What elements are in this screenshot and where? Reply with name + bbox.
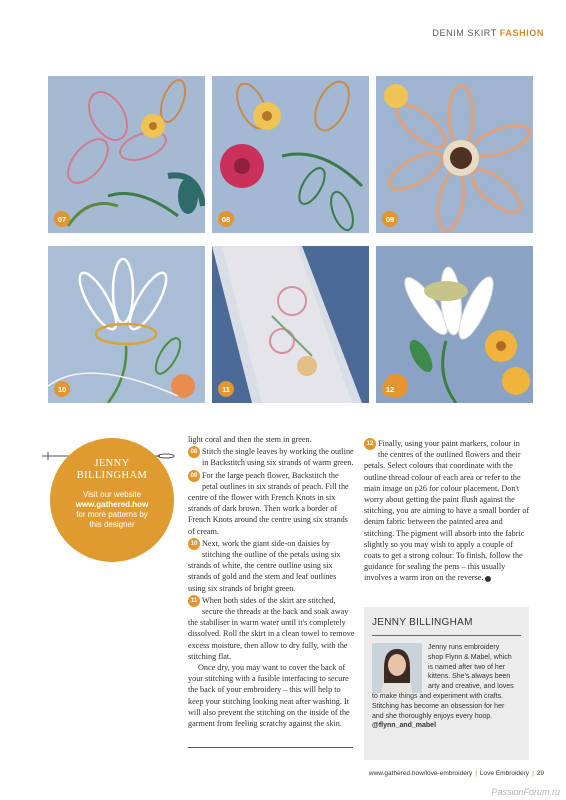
designer-promo-circle — [50, 438, 174, 562]
step-09-text: 09 For the large peach flower, Backstitch the petal outlines in six strands of peach. Fill the centre of the flower with French Knots in six strands of dark brown. Then work a border of French Knots around the centre using six strands of cream. — [188, 470, 349, 536]
running-header — [432, 28, 544, 38]
step-08-text: 08 Stitch the single leaves by working the outline in Backstitch using six strands of warm green. — [188, 446, 356, 468]
photo-number-badge: 10 — [54, 381, 70, 397]
bio-divider — [372, 635, 521, 636]
step-photo-10 — [48, 246, 205, 403]
step-photo-08 — [212, 76, 369, 233]
bio-text-top: Jenny runs embroidery shop Flynn & Mabel, which is named after two of her kittens. She's always been arty and creative, and loves — [428, 644, 514, 691]
designer-portrait — [372, 643, 422, 693]
photo-number-badge: 12 — [382, 381, 398, 397]
embroidery-photo-09 — [376, 76, 533, 233]
designer-bio-box — [364, 607, 529, 760]
step-11-text: 11 When both sides of the skirt are stitched, secure the threads at the back and soak away the stabiliser in warm water until it's completely dissolved. Roll the skirt in a clean towel to remove excess moisture, then allow to dry fully, with the stitching flat. — [188, 595, 355, 661]
end-of-article-icon — [485, 576, 491, 582]
embroidery-photo-10 — [48, 246, 205, 403]
photo-number-badge: 08 — [218, 211, 234, 227]
page-number: 29 — [536, 770, 544, 777]
page-footer: www.gathered.how/love-embroidery | Love Embroidery | 29 — [368, 770, 544, 777]
step-photo-12 — [376, 246, 533, 403]
step-photo-07 — [48, 76, 205, 233]
step-number-badge: 11 — [188, 595, 200, 607]
footer-magazine: Love Embroidery — [479, 770, 530, 777]
promo-designer-name: JENNY BILLINGHAM — [76, 458, 148, 481]
promo-line-3: for more patterns by — [76, 510, 148, 519]
promo-line-1: Visit our website — [82, 490, 142, 499]
embroidery-photo-11 — [212, 246, 369, 403]
promo-line-4: this designer — [89, 520, 135, 529]
embroidery-photo-07 — [48, 76, 205, 233]
step-10-text: 10 Next, work the giant side-on daisies by stitching the outline of the petals using six strands of white, the centre outline using six strands of gold and the stem and leaf outlines using six strands of bright green. — [188, 538, 341, 593]
step-photo-11 — [212, 246, 369, 403]
watermark: PassionForum.ru — [491, 787, 560, 797]
header-category: FASHION — [499, 28, 544, 38]
instructions-column-1 — [188, 434, 356, 729]
photo-number-badge: 07 — [54, 211, 70, 227]
step-number-badge: 08 — [188, 446, 200, 458]
step-number-badge: 12 — [364, 438, 376, 450]
step-photo-09 — [376, 76, 533, 233]
column-end-rule — [188, 747, 353, 748]
bio-title: JENNY BILLINGHAM — [372, 617, 473, 628]
photo-number-badge: 09 — [382, 211, 398, 227]
embroidery-photo-12 — [376, 246, 533, 403]
photo-number-badge: 11 — [218, 381, 234, 397]
step-12-text: 12 Finally, using your paint markers, colour in the centres of the outlined flowers and their petals. Select colours that coordinate with the outline thread colour of each area or refer to the main image on p26 for colour placement. Don't worry about getting the paint flush against the stitching, you are aiming to have a small border of denim fabric between the painted area and stitching. The pigment will absorb into the fabric slightly so you may wish to apply a couple of coats to get a strong colour. To finish, follow the guidance for sealing the pens – this usually involves a warm iron on the reverse. — [364, 439, 530, 583]
instructions-column-2 — [364, 438, 530, 584]
bio-social-handle[interactable]: @flynn_and_mabel — [372, 722, 437, 730]
header-section: DENIM SKIRT — [432, 28, 497, 38]
bio-text-bottom: to make things and experiment with crafts. Stitching has become an obsession for her and she thoroughly enjoys every hoop. @flynn_and_mabel — [372, 693, 505, 730]
embroidery-photo-08 — [212, 76, 369, 233]
step-number-badge: 09 — [188, 470, 200, 482]
promo-url-link[interactable]: www.gathered.how — [75, 500, 149, 509]
step-07-continued: light coral and then the stem in green. — [188, 435, 312, 444]
step-number-badge: 10 — [188, 538, 200, 550]
aftercare-paragraph: Once dry, you may want to cover the back of your stitching with a fusible interfacing to secure the back of your embroidery – this will help to keep your stitching looking neat after washing. It will also prevent the stitching on the inside of the garment from feeling scratchy against the skin. — [188, 663, 350, 729]
footer-url[interactable]: www.gathered.how/love-embroidery — [368, 770, 473, 777]
